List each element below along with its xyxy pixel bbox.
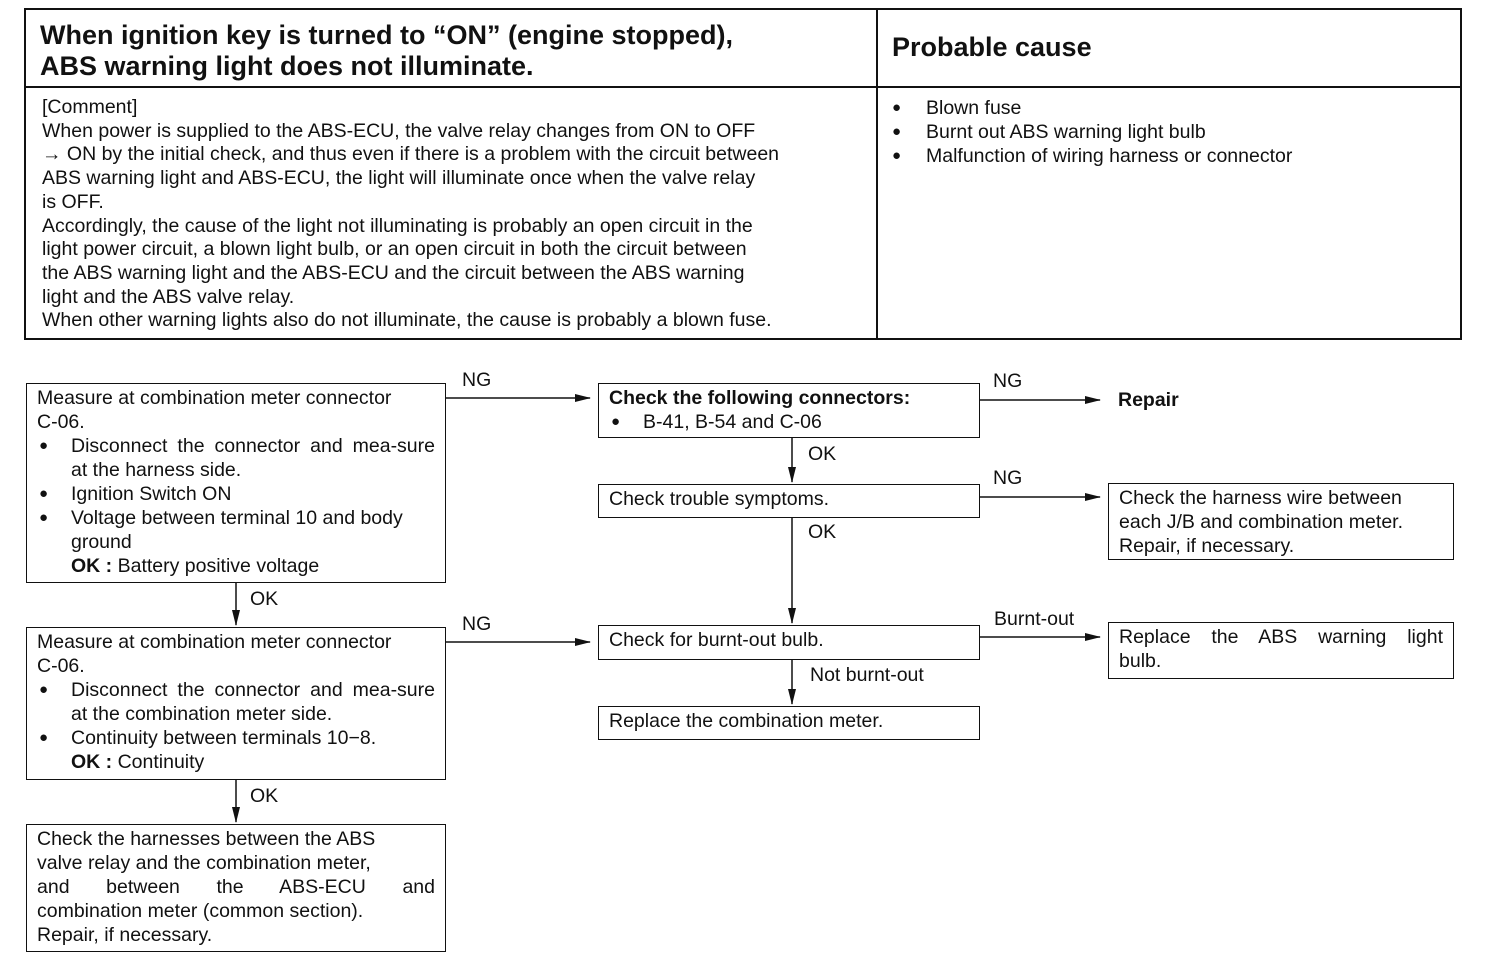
comment-line: Accordingly, the cause of the light not illuminating is probably an open circuit in the xyxy=(42,214,753,237)
step2-title-line: Measure at combination meter connector xyxy=(37,631,392,653)
connectors-check-box xyxy=(598,383,980,438)
step1-bullet: ● Voltage between terminal 10 and body ground xyxy=(37,506,435,554)
comment-line: When power is supplied to the ABS-ECU, the valve relay changes from ON to OFF xyxy=(42,119,756,142)
step1-ok-label: OK : xyxy=(71,555,113,577)
label-ng: NG xyxy=(993,370,1023,392)
connectors-list xyxy=(609,410,969,434)
step1-title-line: Measure at combination meter connector xyxy=(37,387,392,409)
step2-ok-criterion xyxy=(37,750,435,774)
replace-bulb-box xyxy=(1108,622,1454,679)
cause-item: ● Blown fuse xyxy=(892,96,1292,120)
label-ok: OK xyxy=(250,588,279,610)
step1-bullet-list xyxy=(37,434,435,554)
replace-meter-box xyxy=(598,706,980,740)
connectors-item: ● B-41, B-54 and C-06 xyxy=(609,410,969,434)
step1-ok-criterion xyxy=(37,554,435,578)
probable-cause-heading: Probable cause xyxy=(892,32,1092,62)
step2-continuity-check-box xyxy=(26,627,446,780)
step3-line: valve relay and the combination meter, xyxy=(37,852,371,874)
harness-jb-line: Check the harness wire between xyxy=(1119,487,1402,509)
step2-ok-value: Continuity xyxy=(117,751,205,773)
symptom-heading-line1: When ignition key is turned to “ON” (engine stopped), xyxy=(40,20,733,50)
comment-line: light and the ABS valve relay. xyxy=(42,285,295,308)
connectors-title: Check the following connectors: xyxy=(609,387,911,409)
replace-meter-text: Replace the combination meter. xyxy=(609,710,884,732)
step1-bullet: ● Disconnect the connector and mea-sure at the harness side. xyxy=(37,434,435,482)
label-ng: NG xyxy=(462,369,492,391)
step1-voltage-check-box xyxy=(26,383,446,583)
trouble-symptoms-box xyxy=(598,484,980,518)
step2-bullet: ● Continuity between terminals 10−8. xyxy=(37,726,435,750)
label-ng: NG xyxy=(462,613,492,635)
harness-jb-check-box xyxy=(1108,483,1454,560)
comment-line: When other warning lights also do not illuminate, the cause is probably a blown fuse. xyxy=(42,309,772,332)
step1-ok-value: Battery positive voltage xyxy=(117,555,320,577)
bulb-check-text: Check for burnt-out bulb. xyxy=(609,629,824,651)
step3-line: and between the ABS-ECU and xyxy=(37,876,435,898)
cause-item: ● Malfunction of wiring harness or connector xyxy=(892,144,1292,168)
step3-line: Repair, if necessary. xyxy=(37,924,213,946)
comment-line: [Comment] xyxy=(42,96,138,118)
label-ng: NG xyxy=(993,467,1023,489)
replace-bulb-line: bulb. xyxy=(1119,650,1162,672)
label-ok: OK xyxy=(808,521,837,543)
label-ok: OK xyxy=(808,443,837,465)
step1-bullet: ● Ignition Switch ON xyxy=(37,482,435,506)
repair-result: Repair xyxy=(1118,389,1179,411)
comment-line: is OFF. xyxy=(42,190,104,213)
step2-bullet: ● Disconnect the connector and mea-sure at the combination meter side. xyxy=(37,678,435,726)
trouble-symptoms-text: Check trouble symptoms. xyxy=(609,488,829,510)
replace-bulb-line: Replace the ABS warning light xyxy=(1119,626,1443,648)
label-ok: OK xyxy=(250,785,279,807)
label-not-burnt-out: Not burnt-out xyxy=(810,664,924,686)
step3-line: combination meter (common section). xyxy=(37,900,364,922)
comment-line: ABS warning light and ABS-ECU, the light will illuminate once when the valve relay xyxy=(42,167,756,190)
harness-jb-line: Repair, if necessary. xyxy=(1119,535,1295,557)
step2-title-line: C-06. xyxy=(37,655,85,677)
label-burnt-out: Burnt-out xyxy=(994,608,1075,630)
step3-line: Check the harnesses between the ABS xyxy=(37,828,376,850)
comment-line: the ABS warning light and the ABS-ECU and the circuit between the ABS warning xyxy=(42,261,745,284)
step2-bullet-list xyxy=(37,678,435,750)
step2-ok-label: OK : xyxy=(71,751,113,773)
bulb-check-box xyxy=(598,625,980,660)
comment-line: light power circuit, a blown light bulb, or an open circuit in both the circuit between xyxy=(42,238,747,261)
symptom-heading-line2: ABS warning light does not illuminate. xyxy=(40,51,534,81)
step3-harness-check-box xyxy=(26,824,446,952)
step1-title-line: C-06. xyxy=(37,411,85,433)
cause-item: ● Burnt out ABS warning light bulb xyxy=(892,120,1292,144)
harness-jb-line: each J/B and combination meter. xyxy=(1119,511,1403,533)
comment-line: → ON by the initial check, and thus even if there is a problem with the circuit between xyxy=(42,143,780,166)
